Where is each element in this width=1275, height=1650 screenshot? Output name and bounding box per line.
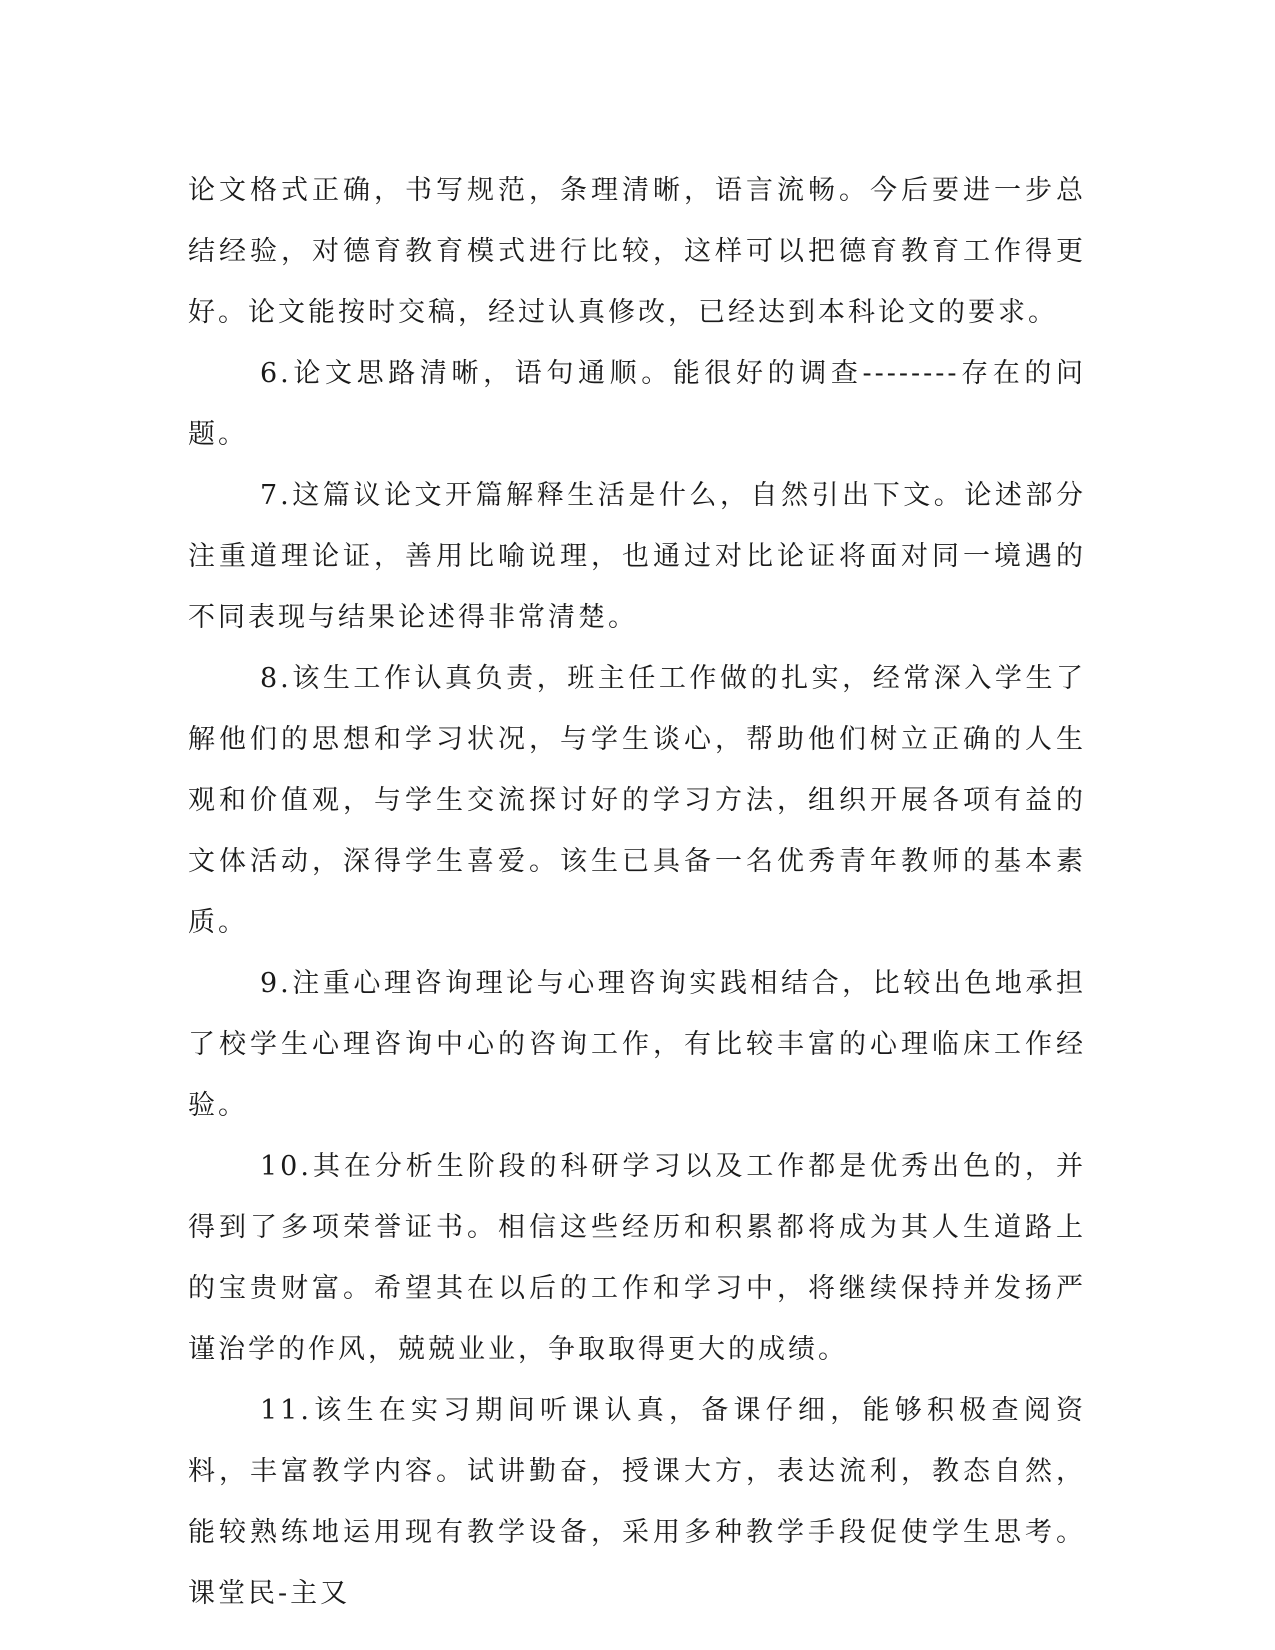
paragraph-item-9: 9.注重心理咨询理论与心理咨询实践相结合，比较出色地承担了校学生心理咨询中心的咨询工作，有比较丰富的心理临床工作经验。 (188, 968, 1086, 1121)
paragraph-continuation: 论文格式正确，书写规范，条理清晰，语言流畅。今后要进一步总结经验，对德育教育模式进行比较，这样可以把德育教育工作得更好。论文能按时交稿，经过认真修改，已经达到本科论文的要求。 (188, 175, 1086, 328)
paragraph-item-6: 6.论文思路清晰，语句通顺。能很好的调查--------存在的问题。 (188, 358, 1086, 450)
paragraph-item-8: 8.该生工作认真负责，班主任工作做的扎实，经常深入学生了解他们的思想和学习状况，与学生谈心，帮助他们树立正确的人生观和价值观，与学生交流探讨好的学习方法，组织开展各项有益的文体活动，深得学生喜爱。该生已具备一名优秀青年教师的基本素质。 (188, 663, 1086, 938)
document-body (188, 160, 1086, 1624)
paragraph-item-10: 10.其在分析生阶段的科研学习以及工作都是优秀出色的，并得到了多项荣誉证书。相信这些经历和积累都将成为其人生道路上的宝贵财富。希望其在以后的工作和学习中，将继续保持并发扬严谨治学的作风，兢兢业业，争取取得更大的成绩。 (188, 1151, 1086, 1365)
paragraph-item-7: 7.这篇议论文开篇解释生活是什么，自然引出下文。论述部分注重道理论证，善用比喻说理，也通过对比论证将面对同一境遇的不同表现与结果论述得非常清楚。 (188, 480, 1086, 633)
paragraph-item-11: 11.该生在实习期间听课认真，备课仔细，能够积极查阅资料，丰富教学内容。试讲勤奋，授课大方，表达流利，教态自然，能较熟练地运用现有教学设备，采用多种教学手段促使学生思考。课堂民-主又 (188, 1395, 1086, 1609)
